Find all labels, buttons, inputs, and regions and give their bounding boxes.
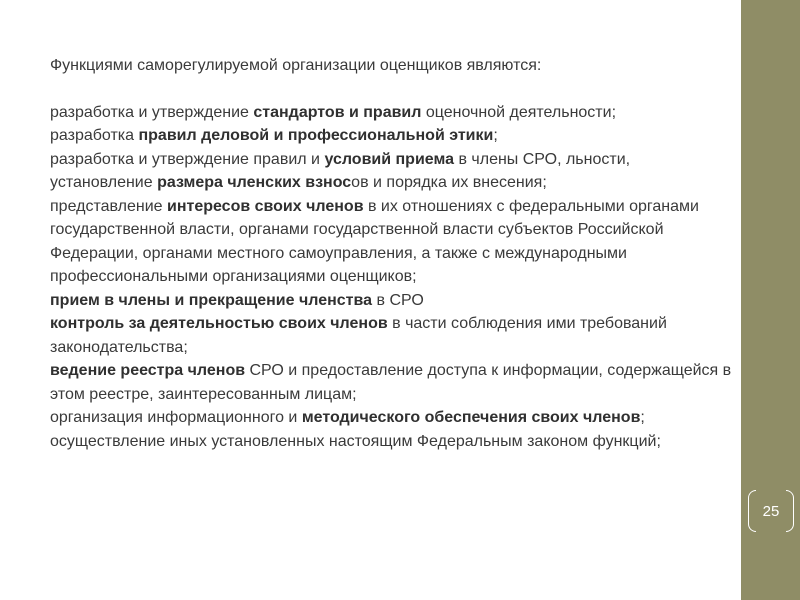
item-text: в части соблюдения ими требований законодательства;: [50, 315, 667, 356]
function-item-5: [50, 289, 736, 313]
item-bold-text: интересов своих членов: [166, 197, 364, 215]
item-text: представление: [50, 197, 167, 215]
function-item-7: [50, 359, 736, 406]
page-number: 25: [762, 502, 780, 520]
function-item-8: [50, 406, 736, 430]
function-item-9: [50, 430, 736, 454]
page-number-badge: [748, 490, 794, 532]
function-item-6: [50, 312, 736, 359]
item-text: в СРО: [372, 291, 424, 309]
slide-content: [50, 54, 736, 453]
item-text: организация информационного и: [50, 409, 302, 426]
function-item-4: [50, 195, 736, 289]
item-text: в члены СРО, льности, установление: [50, 150, 631, 191]
item-bold-text: контроль за деятельностью своих членов: [50, 315, 388, 332]
item-text: ;: [640, 409, 645, 426]
item-bold-text: условий приема: [324, 150, 454, 168]
function-item-3: [50, 148, 736, 195]
slide-heading: Функциями саморегулируемой организации оценщиков являются:: [50, 57, 542, 74]
item-bold-text: прием в члены и прекращение членства: [50, 291, 373, 309]
item-bold-text: правил деловой и профессиональной этики: [138, 127, 494, 144]
item-bold-text: ведение реестра членов: [50, 362, 246, 379]
item-bold-text: методического обеспечения своих членов: [301, 409, 641, 426]
function-item-2: [50, 124, 736, 148]
item-text: разработка и утверждение правил и: [50, 150, 325, 168]
item-text: оценочной деятельности;: [421, 103, 617, 121]
function-item-1: [50, 101, 736, 125]
item-text: СРО и предоставление доступа к информации, содержащейся в этом реестре, заинтересованным лицам;: [50, 362, 732, 403]
item-text: в их отношениях с федеральными органами государственной власти, органами государственной власти субъектов Российской Федерации, органами местного самоуправления, а также с международными профессиональными организациями оценщиков;: [50, 197, 699, 285]
item-text: осуществление иных установленных настоящим Федеральным законом функций;: [50, 432, 661, 450]
item-text: разработка: [50, 127, 139, 144]
item-text: ;: [493, 127, 498, 144]
item-text: разработка и утверждение: [50, 103, 254, 121]
item-bold-text: размера членских взнос: [157, 174, 352, 191]
item-text: ов и порядка их внесения;: [351, 174, 547, 191]
item-bold-text: стандартов и правил: [253, 103, 422, 121]
